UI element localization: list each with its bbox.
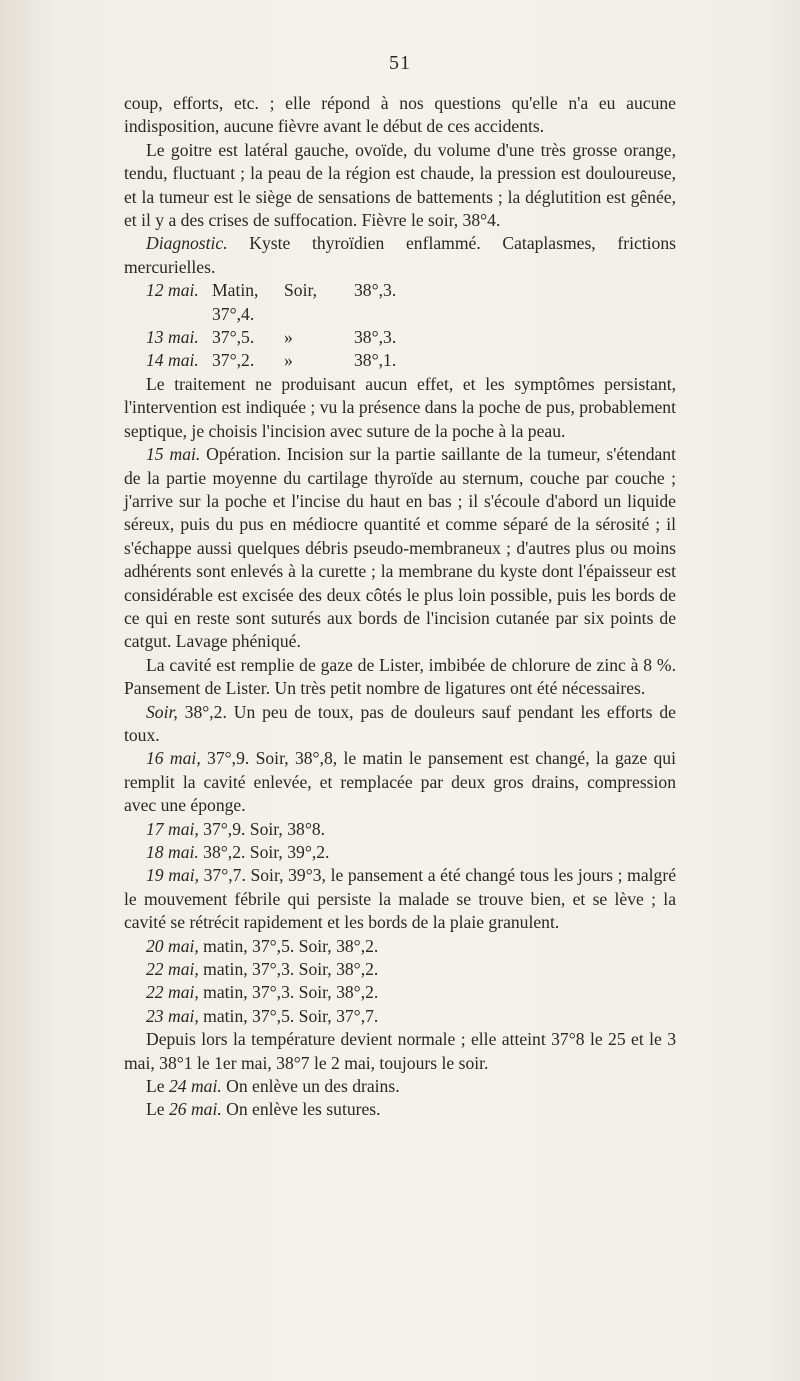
paragraph: Depuis lors la température devient normale ; elle atteint 37°8 le 25 et le 3 mai, 38°1 le 1er mai, 38°7 le 2 mai, toujours le soir.: [124, 1029, 676, 1073]
evening-label-cell: »: [284, 327, 293, 348]
paragraph-text: Opération. Incision sur la partie saillante de la tumeur, s'étendant de la partie moyenne du cartilage thyroïde au sternum, couche par couche ; j'arrive sur la poche et l'incise du haut en bas ; il s'écoule d'abord un liquide séreux, puis du pus en médiocre quantité et comme séparé de la sérosité ; il s'échappe aussi quelques débris pseudo-membraneux ; d'autres plus ou moins adhérents sont enlevés à la curette ; la membrane du kyste dont l'épaisseur est considérable est excisée des deux côtés le plus loin possible, puis les bords de ce qui en reste sont suturés aux bords de l'incision cutanée par six points de catgut. Lavage phéniqué.: [124, 444, 676, 652]
temperature-table: [124, 279, 676, 373]
temperature-row: [146, 279, 676, 326]
paragraph-text: On enlève un des drains.: [221, 1076, 400, 1097]
paragraph: [124, 818, 676, 841]
paragraph: [124, 841, 676, 864]
paragraph: [124, 443, 676, 654]
paragraph: [124, 958, 676, 981]
paragraph-label: 22 mai,: [146, 982, 199, 1003]
date-cell: 12 mai.: [146, 280, 199, 301]
paragraph-label: 20 mai,: [146, 935, 199, 956]
paragraph: Le traitement ne produisant aucun effet, et les symptômes persistant, l'intervention est indiquée ; vu la présence dans la poche de pus, probablement septique, je choisis l'incision avec suture de la poche à la peau.: [124, 373, 676, 441]
morning-cell: Matin, 37°,4.: [212, 280, 259, 324]
paragraph-label: 19 mai,: [146, 865, 200, 886]
paragraph: [124, 232, 676, 279]
evening-cell: 38°,3.: [354, 327, 397, 348]
paragraph: [124, 747, 676, 817]
body-text: [124, 92, 676, 1122]
paragraph: La cavité est remplie de gaze de Lister, imbibée de chlorure de zinc à 8 %. Pansement de Lister. Un très petit nombre de ligatures ont été nécessaires.: [124, 654, 676, 699]
paragraph-label: 24 mai.: [168, 1076, 222, 1097]
paragraph-label: 15 mai.: [146, 444, 201, 465]
paragraph-prefix: Le: [146, 1099, 165, 1120]
evening-label-cell: »: [284, 350, 293, 371]
paragraph-text: On enlève les sutures.: [221, 1099, 381, 1120]
paragraph-text: 37°,7. Soir, 39°3, le pansement a été changé tous les jours ; malgré le mouvement fébrile qui persiste la malade se trouve bien, et se lève ; la cavité se rétrécit rapidement et les bords de la plaie granulent.: [124, 865, 677, 933]
paragraph: Le goitre est latéral gauche, ovoïde, du volume d'une très grosse orange, tendu, fluctuant ; la peau de la région est chaude, la pression est douloureuse, et la tumeur est le siège de sensations de battements ; la déglutition est gênée, et il y a des crises de suffocation. Fièvre le soir, 38°4.: [124, 139, 676, 231]
evening-cell: 38°,1.: [354, 350, 397, 371]
paragraph-text: Kyste thyroïdien enflammé. Cataplasmes, frictions mercurielles.: [124, 233, 676, 277]
evening-cell: 38°,3.: [354, 280, 397, 301]
paragraph-label: 18 mai.: [146, 842, 199, 862]
paragraph-label: 26 mai.: [168, 1099, 222, 1120]
paragraph-text: matin, 37°,3. Soir, 38°,2.: [198, 982, 379, 1003]
temperature-row: [146, 349, 676, 372]
evening-label-cell: Soir,: [284, 280, 318, 301]
page-number: 51: [389, 52, 411, 74]
paragraph-text: 37°,9. Soir, 38°8.: [198, 818, 326, 839]
paragraph: [124, 935, 676, 958]
paragraph: [124, 1005, 676, 1028]
paragraph: [124, 864, 676, 934]
paragraph-text: 37°,9. Soir, 38°,8, le matin le pansement est changé, la gaze qui remplit la cavité enlevée, et remplacée par deux gros drains, compression avec une éponge.: [124, 748, 676, 816]
paragraph-text: 38°,2. Un peu de toux, pas de douleurs sauf pendant les efforts de toux.: [124, 701, 676, 745]
date-cell: 13 mai.: [146, 327, 199, 348]
paragraph-label: 16 mai,: [146, 748, 201, 769]
paragraph-label: Soir,: [146, 701, 178, 722]
paragraph-label: 17 mai,: [146, 818, 199, 839]
paragraph-label: Diagnostic.: [146, 233, 228, 254]
paragraph-prefix: Le: [146, 1076, 165, 1097]
paragraph-text: matin, 37°,5. Soir, 38°,2.: [198, 935, 379, 956]
morning-cell: 37°,2.: [212, 350, 255, 371]
paragraph-label: 22 mai,: [146, 959, 199, 980]
paragraph-text: matin, 37°,3. Soir, 38°,2.: [198, 959, 379, 980]
paragraph-text: matin, 37°,5. Soir, 37°,7.: [198, 1005, 379, 1026]
morning-cell: 37°,5.: [212, 327, 255, 348]
paragraph-text: 38°,2. Soir, 39°,2.: [198, 842, 330, 862]
temperature-row: [146, 326, 676, 349]
date-cell: 14 mai.: [146, 350, 199, 371]
paragraph: [124, 1075, 676, 1098]
paragraph: [124, 701, 676, 748]
paragraph: [124, 981, 676, 1004]
paragraph: [124, 1098, 676, 1121]
paragraph-label: 23 mai,: [146, 1005, 199, 1026]
paragraph: coup, efforts, etc. ; elle répond à nos questions qu'elle n'a eu aucune indisposition, aucune fièvre avant le début de ces accidents.: [124, 93, 676, 137]
